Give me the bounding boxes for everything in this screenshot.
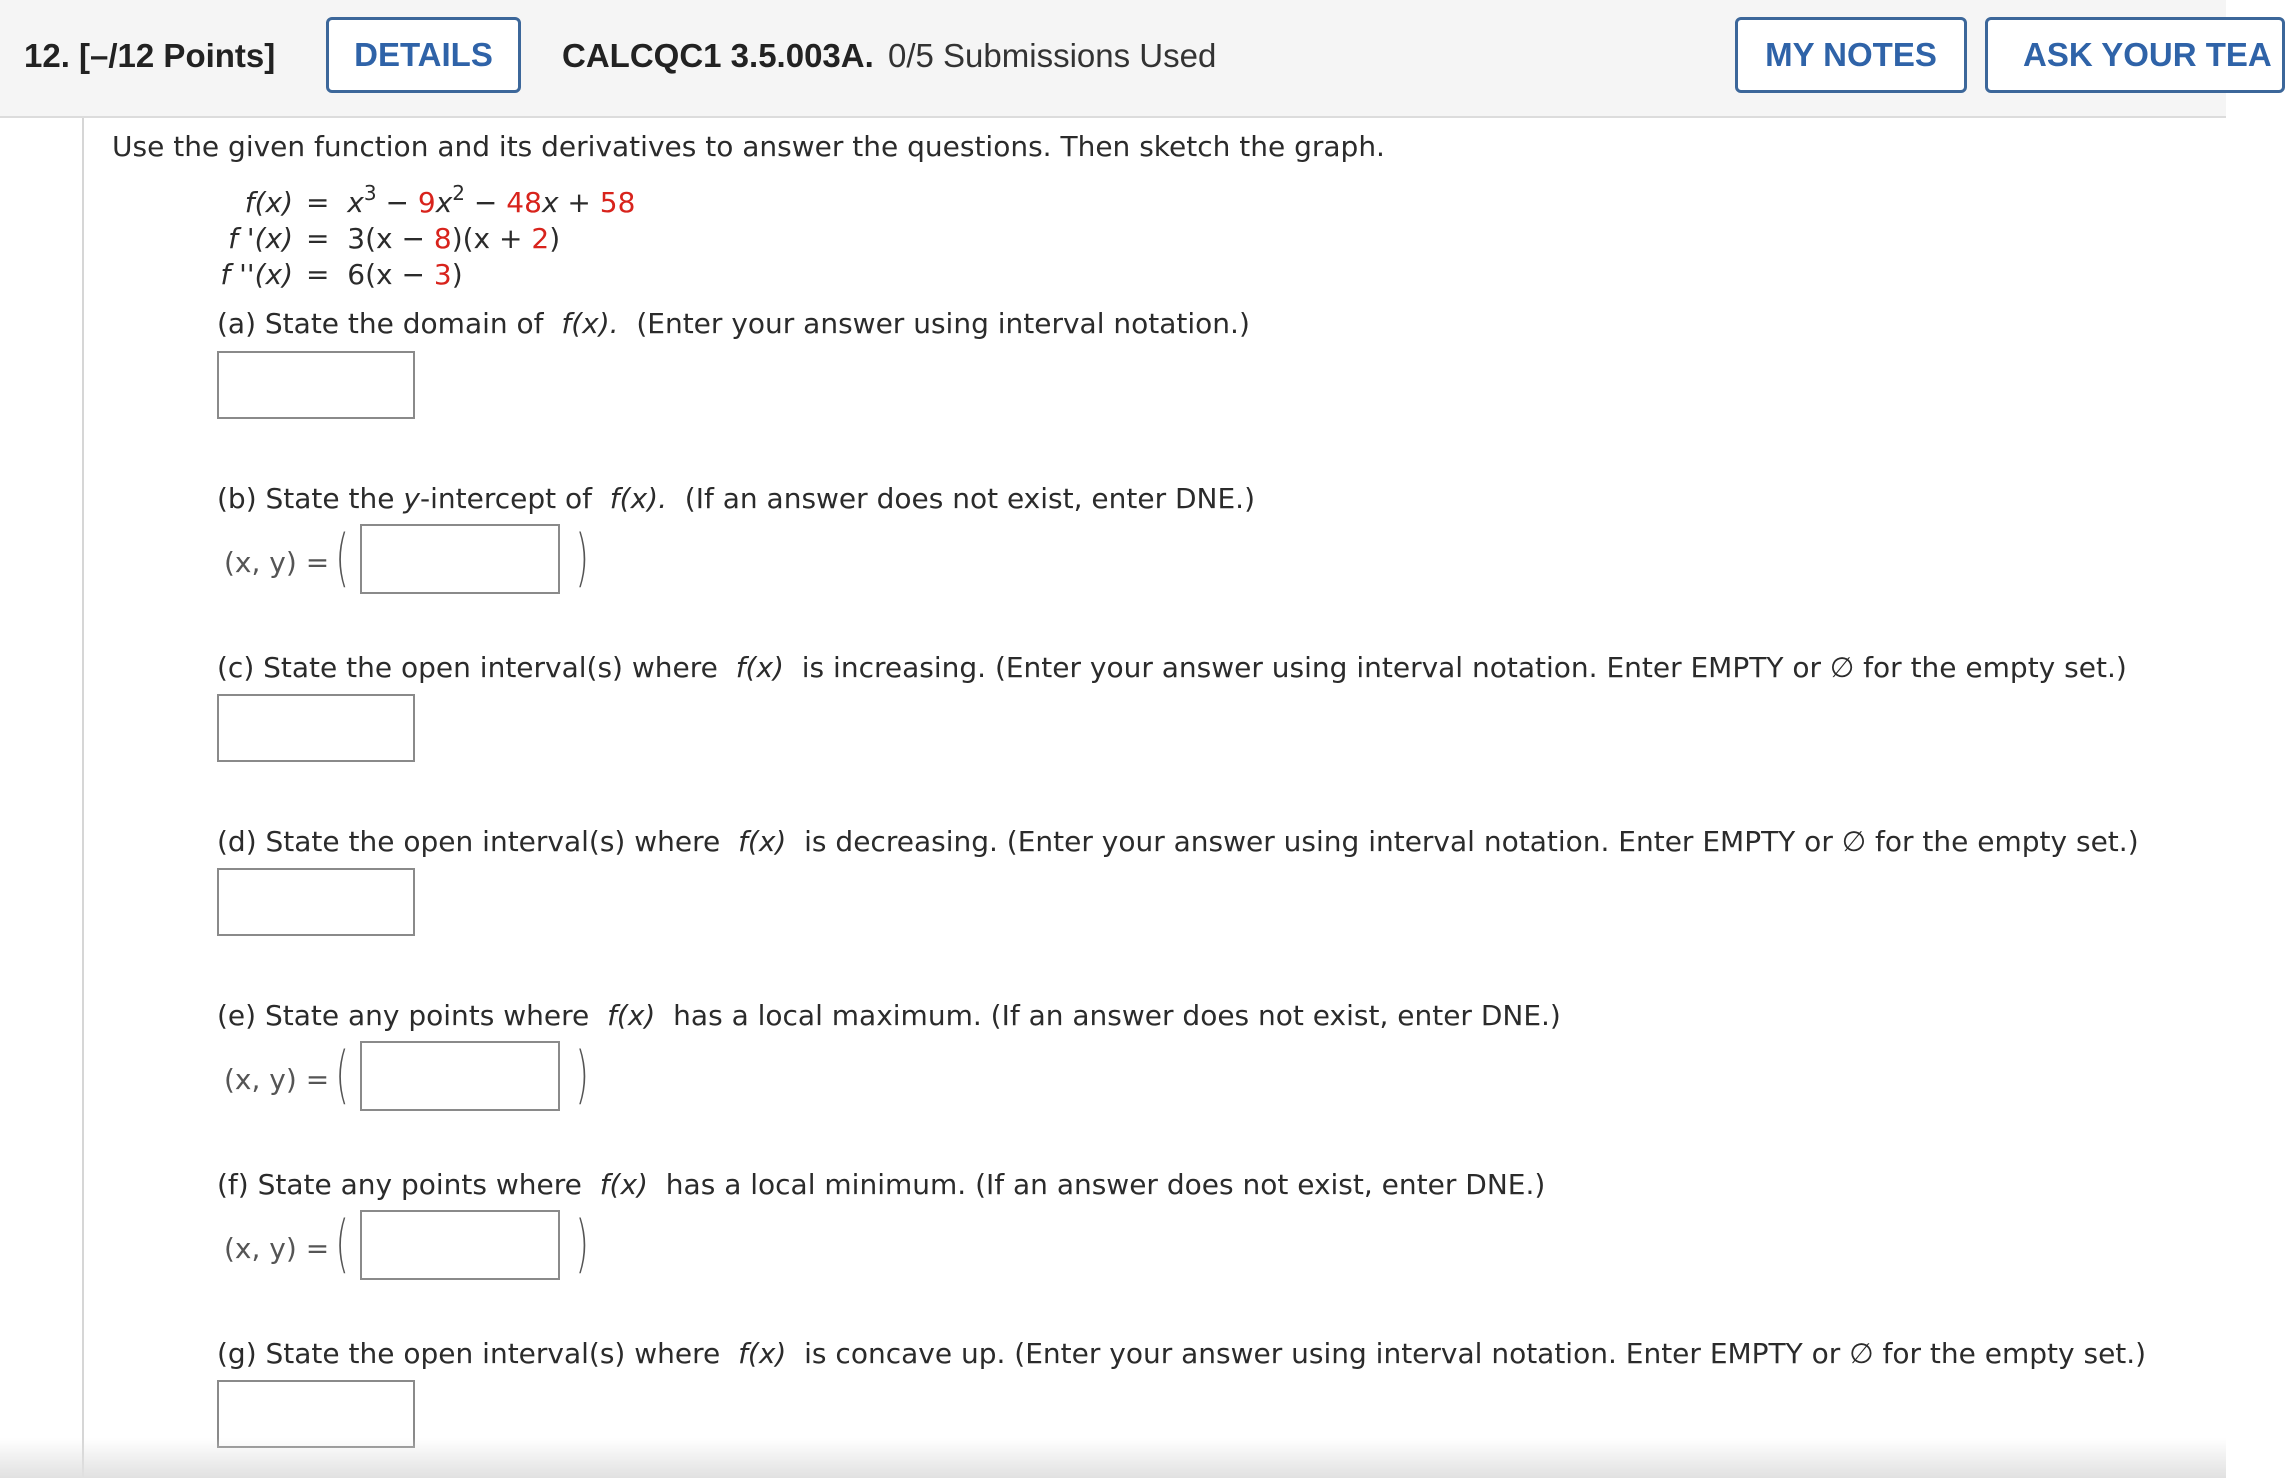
part-d-answer-box[interactable]: [217, 868, 415, 936]
content-left-border: [82, 118, 84, 1478]
part-b-suffix: (If an answer does not exist, enter DNE.): [684, 482, 1256, 515]
fx-term: f(x).: [609, 482, 667, 515]
const-8: 8: [433, 222, 452, 255]
fx-term: f(x).: [561, 307, 619, 340]
y-var: y: [403, 482, 420, 515]
part-c-question: [217, 651, 2127, 684]
part-f-question: [217, 1168, 1545, 1201]
fx-term: f(x): [599, 1168, 648, 1201]
part-d-answer-input[interactable]: [219, 870, 413, 934]
part-f-answer-input[interactable]: [362, 1212, 558, 1278]
part-f-xy-label: (x, y) =: [224, 1232, 330, 1265]
close-paren: ): [451, 258, 463, 291]
part-g-question: [217, 1337, 2146, 1370]
part-b-close-paren: ): [575, 521, 589, 594]
fp-factor-1: 3(x −: [347, 222, 425, 255]
f-label: f(x): [244, 186, 293, 219]
const-2: 2: [531, 222, 550, 255]
part-f-close-paren: ): [575, 1207, 589, 1280]
equals-sign: =: [306, 186, 330, 219]
part-e-open-paren: (: [335, 1038, 349, 1111]
question-header: [0, 0, 2272, 118]
details-button[interactable]: DETAILS: [326, 17, 521, 93]
fx-term: f(x): [738, 825, 787, 858]
part-f-answer-box[interactable]: [360, 1210, 560, 1280]
equation-f-rhs: [306, 181, 636, 219]
part-f-open-paren: (: [335, 1207, 349, 1280]
plus-sign: +: [567, 186, 591, 219]
my-notes-button[interactable]: MY NOTES: [1735, 17, 1967, 93]
const-58: 58: [599, 186, 636, 219]
coef-9: 9: [417, 186, 436, 219]
exponent-2: 2: [452, 181, 466, 205]
instructions-text: Use the given function and its derivatives to answer the questions. Then sketch the graph.: [112, 130, 1385, 163]
fp-factor-2: )(x +: [451, 222, 523, 255]
x-var: x: [347, 186, 364, 219]
part-e-answer-input[interactable]: [362, 1043, 558, 1109]
part-b-answer-input[interactable]: [362, 526, 558, 592]
equals-sign: =: [306, 222, 330, 255]
question-number: [24, 37, 275, 75]
fpp-factor: 6(x −: [347, 258, 425, 291]
part-a-answer-input[interactable]: [219, 353, 413, 417]
part-e-question: [217, 999, 1561, 1032]
fx-term: f(x): [607, 999, 656, 1032]
problem-code: CALCQC1 3.5.003A.: [562, 37, 874, 74]
equation-fp-rhs: [306, 222, 560, 255]
part-b-mid: -intercept of: [419, 482, 592, 515]
part-a-suffix: (Enter your answer using interval notation.): [636, 307, 1250, 340]
part-d-suffix: is decreasing. (Enter your answer using interval notation. Enter EMPTY or ∅ for the empty set.): [804, 825, 2139, 858]
part-f-prefix: (f) State any points where: [217, 1168, 582, 1201]
part-a-prefix: (a) State the domain of: [217, 307, 544, 340]
part-e-suffix: has a local maximum. (If an answer does not exist, enter DNE.): [673, 999, 1561, 1032]
minus-sign: −: [385, 186, 409, 219]
part-c-answer-box[interactable]: [217, 694, 415, 762]
part-g-answer-input[interactable]: [219, 1382, 413, 1446]
part-d-question: [217, 825, 2139, 858]
close-paren: ): [549, 222, 561, 255]
x-var: x: [541, 186, 559, 219]
part-b-answer-box[interactable]: [360, 524, 560, 594]
equals-sign: =: [306, 258, 330, 291]
submissions-used: 0/5 Submissions Used: [888, 37, 1217, 74]
question-number-text: 12.: [24, 37, 70, 74]
part-e-xy-label: (x, y) =: [224, 1063, 330, 1096]
part-a-question: [217, 307, 1250, 340]
ask-your-teacher-button[interactable]: ASK YOUR TEA: [1985, 17, 2285, 93]
equation-fpp-rhs: [306, 258, 463, 291]
fx-term: f(x): [735, 651, 784, 684]
part-e-prefix: (e) State any points where: [217, 999, 590, 1032]
part-e-close-paren: ): [575, 1038, 589, 1111]
part-g-suffix: is concave up. (Enter your answer using interval notation. Enter EMPTY or ∅ for the empty set.): [804, 1337, 2147, 1370]
part-b-open-paren: (: [335, 521, 349, 594]
minus-sign: −: [473, 186, 498, 219]
x-var: x: [435, 186, 453, 219]
part-c-prefix: (c) State the open interval(s) where: [217, 651, 718, 684]
fx-term: f(x): [738, 1337, 787, 1370]
part-c-answer-input[interactable]: [219, 696, 413, 760]
part-c-suffix: is increasing. (Enter your answer using interval notation. Enter EMPTY or ∅ for the empty set.): [801, 651, 2127, 684]
points-text: [–/12 Points]: [79, 37, 276, 74]
const-3: 3: [433, 258, 452, 291]
part-b-prefix: (b) State the: [217, 482, 395, 515]
part-f-suffix: has a local minimum. (If an answer does not exist, enter DNE.): [665, 1168, 1546, 1201]
part-g-prefix: (g) State the open interval(s) where: [217, 1337, 721, 1370]
part-b-question: [217, 482, 1255, 515]
coef-48: 48: [506, 186, 542, 219]
fprime-label: f '(x): [228, 222, 293, 255]
part-e-answer-box[interactable]: [360, 1041, 560, 1111]
part-b-xy-label: (x, y) =: [224, 546, 330, 579]
bottom-scroll-fade: [0, 1438, 2226, 1478]
part-d-prefix: (d) State the open interval(s) where: [217, 825, 721, 858]
fdoubleprime-label: f ''(x): [220, 258, 293, 291]
part-a-answer-box[interactable]: [217, 351, 415, 419]
exponent-3: 3: [363, 181, 377, 205]
